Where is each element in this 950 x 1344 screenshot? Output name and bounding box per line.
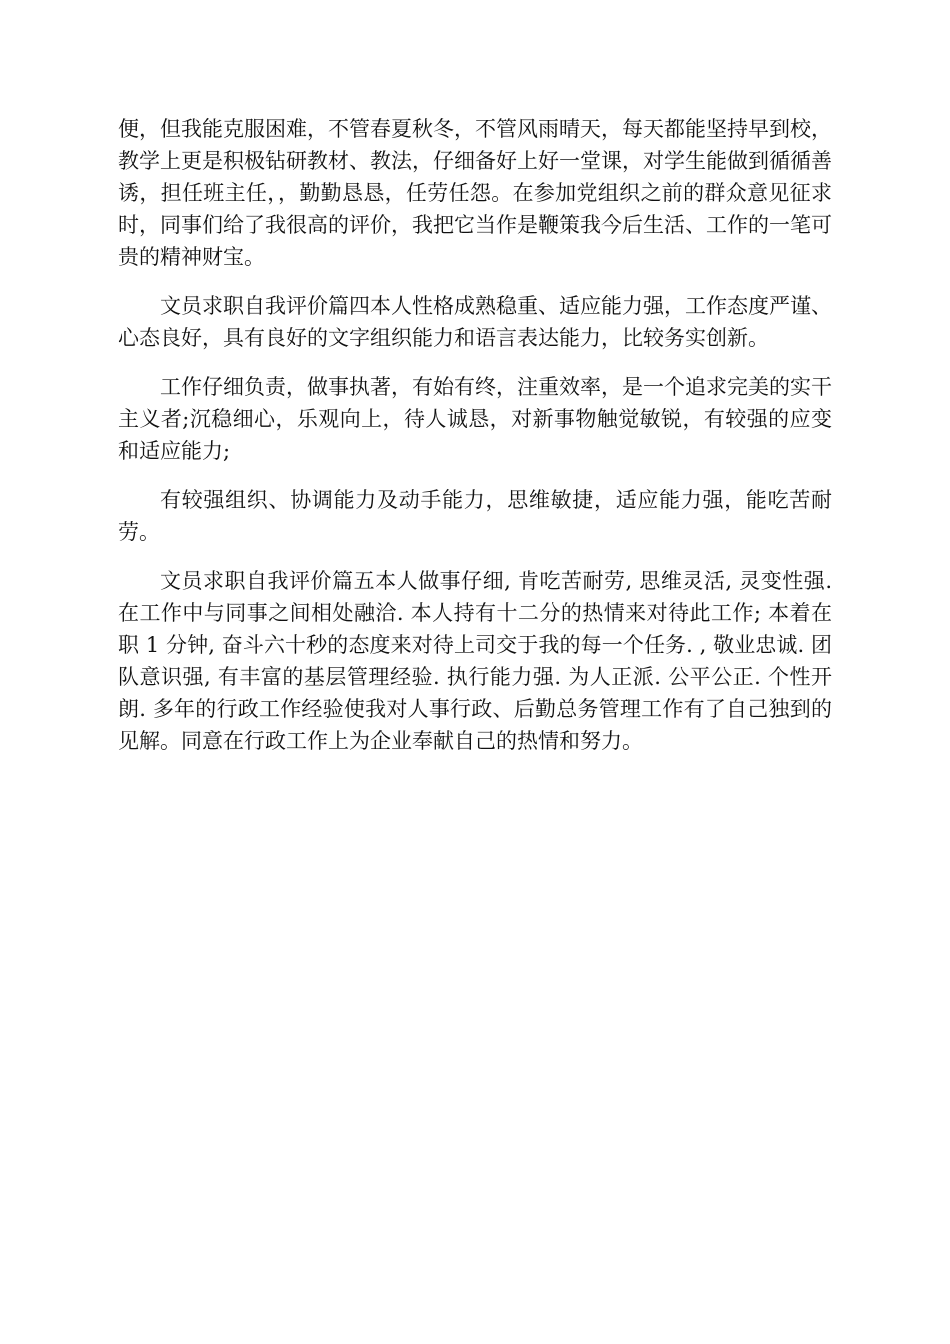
paragraph-continuation: 便，但我能克服困难，不管春夏秋冬，不管风雨晴天，每天都能坚持早到校，教学上更是积极钻研教材、教法，仔细备好上好一堂课，对学生能做到循循善诱，担任班主任，，勤勤恳恳，任劳任怨。在参加党组织之前的群众意见征求时，同事们给了我很高的评价，我把它当作是鞭策我今后生活、工作的一笔可贵的精神财宝。 — [118, 117, 832, 269]
document-page — [118, 113, 832, 774]
paragraph-work-attitude: 工作仔细负责，做事执著，有始有终，注重效率，是一个追求完美的实干主义者;沉稳细心，乐观向上，待人诚恳，对新事物触觉敏锐，有较强的应变和适应能力; — [118, 375, 832, 463]
paragraph-evaluation-four: 文员求职自我评价篇四本人性格成熟稳重、适应能力强，工作态度严谨、心态良好，具有良好的文字组织能力和语言表达能力，比较务实创新。 — [118, 294, 832, 350]
paragraph-abilities: 有较强组织、协调能力及动手能力，思维敏捷，适应能力强，能吃苦耐劳。 — [118, 488, 832, 544]
paragraph-evaluation-five: 文员求职自我评价篇五本人做事仔细, 肯吃苦耐劳, 思维灵活, 灵变性强. 在工作中与同事之间相处融洽. 本人持有十二分的热情来对待此工作; 本着在职 1 分钟, 奋斗六十秒的态度来对待上司交于我的每一个任务. , 敬业忠诚. 团队意识强, 有丰富的基层管理经验. 执行能力强. 为人正派. 公平公正. 个性开朗. 多年的行政工作经验使我对人事行政、后勤总务管理工作有了自己独到的见解。同意在行政工作上为企业奉献自己的热情和努力。 — [118, 569, 832, 753]
